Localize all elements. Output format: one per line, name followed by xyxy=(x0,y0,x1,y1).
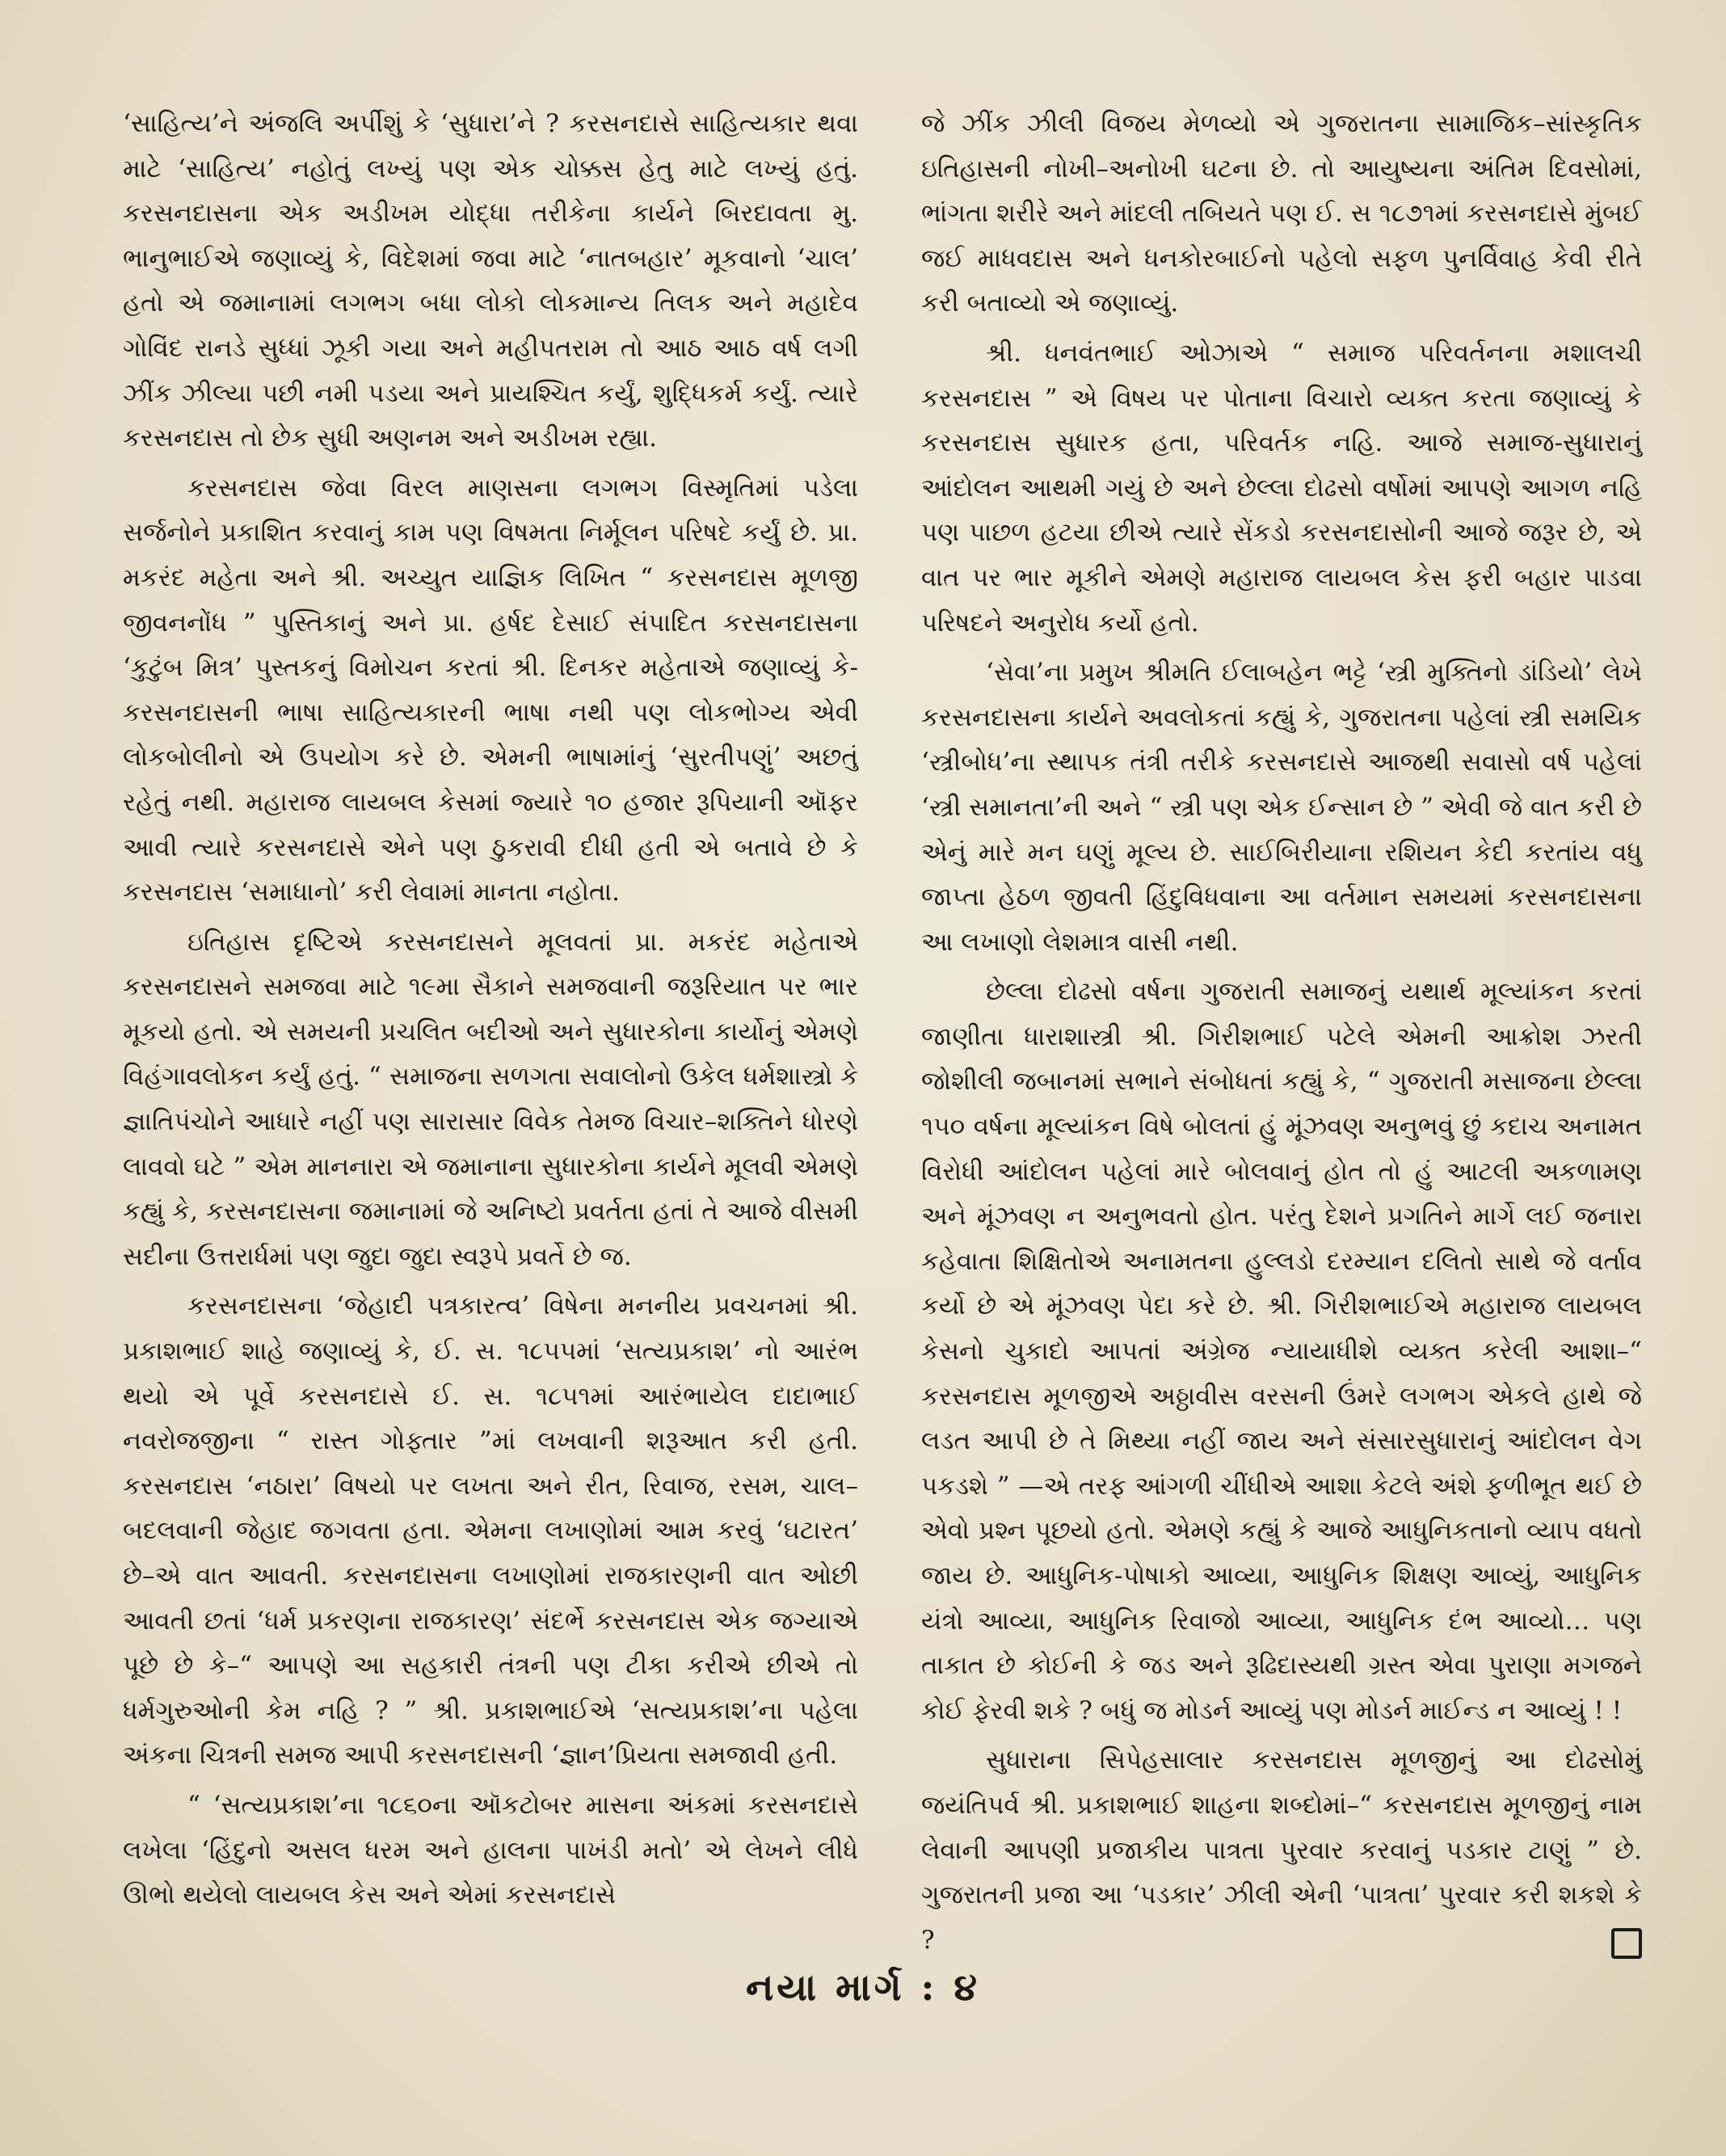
paragraph: કરસનદાસના ‘જેહાદી પત્રકારત્વ’ વિષેના મનનીય પ્રવચનમાં શ્રી. પ્રકાશભાઈ શાહે જણાવ્યું કે, ઈ. સ. ૧૮૫૫માં ‘સત્યપ્રકાશ’ નો આરંભ થયો એ પૂર્વે કરસનદાસે ઈ. સ. ૧૮૫૧માં આરંભાયેલ દાદાભાઈ નવરોજજીના “ રાસ્ત ગોફ્તાર ”માં લખવાની શરૂઆત કરી હતી. કરસનદાસ ‘નઠારા’ વિષયો પર લખતા અને રીત, રિવાજ, રસમ, ચાલ–બદલવાની જેહાદ જગવતા હતા. એમના લખાણોમાં આમ કરવું ‘ઘટારત’ છે–એ વાત આવતી. કરસનદાસના લખાણોમાં રાજકારણની વાત ઓછી આવતી છતાં ‘ધર્મ પ્રકરણના રાજકારણ’ સંદર્ભે કરસનદાસ એક જગ્યાએ પૂછે છે કે–“ આપણે આ સહકારી તંત્રની પણ ટીકા કરીએ છીએ તો ધર્મગુરુઓની કેમ નહિ ? ” શ્રી. પ્રકાશભાઈએ ‘સત્યપ્રકાશ’ના પહેલા અંકના ચિત્રની સમજ આપી કરસનદાસની ‘જ્ઞાન’પ્રિયતા સમજાવી હતી. xyxy=(123,1291,858,1771)
paragraph: ‘સાહિત્ય’ને અંજલિ અર્પીશું કે ‘સુધારા’ને ? કરસનદાસે સાહિત્યકાર થવા માટે ‘સાહિત્ય’ નહોતું લખ્યું પણ એક ચોક્કસ હેતુ માટે લખ્યું હતું. કરસનદાસના એક અડીખમ યોદ્ધા તરીકેના કાર્યને બિરદાવતા મુ. ભાનુભાઈએ જણાવ્યું કે, વિદેશમાં જવા માટે ‘નાતબહાર’ મૂકવાનો ‘ચાલ’ હતો એ જમાનામાં લગભગ બધા લોકો લોકમાન્ય તિલક અને મહાદેવ ગોવિંદ રાનડે સુધ્ધાં ઝૂકી ગયા અને મહીપતરામ તો આઠ આઠ વર્ષ લગી ઝીંક ઝીલ્યા પછી નમી પડયા અને પ્રાયશ્ચિત કર્યું, શુદ્ધિકર્મ કર્યું. ત્યારે કરસનદાસ તો છેક સુધી અણનમ અને અડીખમ રહ્યા. xyxy=(123,109,858,453)
paragraph-text: સુધારાના સિપેહસાલાર કરસનદાસ મૂળજીનું આ દોઢસોમું જયંતિપર્વ શ્રી. પ્રકાશભાઈ શાહના શબ્દોમાં–“ કરસનદાસ મૂળજીનું નામ લેવાની આપણી પ્રજાકીય પાત્રતા પુરવાર કરવાનું પડકાર ટાણું ” છે. ગુજરાતની પ્રજા આ ‘પડકાર’ ઝીલી એની ‘પાત્રતા’ પુરવાર કરી શકશે કે ? xyxy=(921,1745,1642,1955)
right-column xyxy=(921,102,1642,1968)
paragraph-last xyxy=(921,1738,1642,1963)
paragraph: છેલ્લા દોઢસો વર્ષના ગુજરાતી સમાજનું યથાર્થ મૂલ્યાંકન કરતાં જાણીતા ધારાશાસ્ત્રી શ્રી. ગિરીશભાઈ પટેલે એમની આક્રોશ ઝરતી જોશીલી જબાનમાં સભાને સંબોધતાં કહ્યું કે, “ ગુજરાતી મસાજના છેલ્લા ૧૫૦ વર્ષના મૂલ્યાંકન વિષે બોલતાં હું મૂંઝવણ અનુભવું છું કદાચ અનામત વિરોધી આંદોલન પહેલાં મારે બોલવાનું હોત તો હું આટલી અકળામણ અને મૂંઝવણ ન અનુભવતો હોત. પરંતુ દેશને પ્રગતિને માર્ગે લઈ જનારા કહેવાતા શિક્ષિતોએ અનામતના હુલ્લડો દરમ્યાન દલિતો સાથે જે વર્તાવ કર્યો છે એ મૂંઝવણ પેદા કરે છે. શ્રી. ગિરીશભાઈએ મહારાજ લાયબલ કેસનો ચુકાદો આપતાં અંગ્રેજ ન્યાયાધીશે વ્યક્ત કરેલી આશા–“ કરસનદાસ મૂળજીએ અઠ્ઠાવીસ વરસની ઉંમરે લગભગ એકલે હાથે જે લડત આપી છે તે મિથ્યા નહીં જાય અને સંસારસુધારાનું આંદોલન વેગ પકડશે ” —એ તરફ આંગળી ચીંધીએ આશા કેટલે અંશે ફળીભૂત થઈ છે એવો પ્રશ્ન પૂછયો હતો. એમણે કહ્યું કે આજે આધુનિકતાનો વ્યાપ વધતો જાય છે. આધુનિક-પોષાકો આવ્યા, આધુનિક શિક્ષણ આવ્યું, આધુનિક યંત્રો આવ્યા, આધુનિક રિવાજો આવ્યા, આધુનિક દંભ આવ્યો… પણ તાકાત છે કોઈની કે જડ અને રૂઢિદાસ્યથી ગ્રસ્ત એવા પુરાણા મગજને કોઈ ફેરવી શકે ? બધું જ મોડર્ન આવ્યું પણ મોડર્ન માઈન્ડ ન આવ્યું ! ! xyxy=(921,977,1642,1725)
paragraph: ઇતિહાસ દૃષ્ટિએ કરસનદાસને મૂલવતાં પ્રા. મકરંદ મહેતાએ કરસનદાસને સમજવા માટે ૧૯મા સૈકાને સમજવાની જરૂરિયાત પર ભાર મૂકયો હતો. એ સમયની પ્રચલિત બદીઓ અને સુધારકોના કાર્યોનું એમણે વિહંગાવલોકન કર્યું હતું. “ સમાજના સળગતા સવાલોનો ઉકેલ ધર્મશાસ્ત્રો કે જ્ઞાતિપંચોને આધારે નહીં પણ સારાસાર વિવેક તેમજ વિચાર–શક્તિને ધોરણે લાવવો ઘટે ” એમ માનનારા એ જમાનાના સુધારકોના કાર્યને મૂલવી એમણે કહ્યું કે, કરસનદાસના જમાનામાં જે અનિષ્ટો પ્રવર્તતા હતાં તે આજે વીસમી સદીના ઉત્તરાર્ધમાં પણ જુદા જુદા સ્વરૂપે પ્રવર્તે છે જ. xyxy=(123,927,858,1271)
paragraph: જે ઝીંક ઝીલી વિજય મેળવ્યો એ ગુજરાતના સામાજિક–સાંસ્કૃતિક ઇતિહાસની નોખી–અનોખી ઘટના છે. તો આયુષ્યના અંતિમ દિવસોમાં, ભાંગતા શરીરે અને માંદલી તબિયતે પણ ઈ. સ ૧૮૭૧માં કરસનદાસે મુંબઈ જઈ માધવદાસ અને ધનકોરબાઈનો પહેલો સફળ પુનર્વિવાહ કેવી રીતે કરી બતાવ્યો એ જણાવ્યું. xyxy=(921,109,1642,318)
left-column xyxy=(123,102,858,1923)
paragraph: ‘સેવા’ના પ્રમુખ શ્રીમતિ ઈલાબહેન ભટ્ટે ‘સ્ત્રી મુક્તિનો ડાંડિયો’ લેખે કરસનદાસના કાર્યને અવલોકતાં કહ્યું કે, ગુજરાતના પહેલાં સ્ત્રી સમયિક ‘સ્ત્રીબોધ’ના સ્થાપક તંત્રી તરીકે કરસનદાસે આજથી સવાસો વર્ષ પહેલાં ‘સ્ત્રી સમાનતા’ની અને “ સ્ત્રી પણ એક ઈન્સાન છે ” એવી જે વાત કરી છે એનું મારે મન ઘણું મૂલ્ય છે. સાઈબિરીયાના રશિયન કેદી કરતાંય વધુ જાપ્તા હેઠળ જીવતી હિંદુવિધવાના આ વર્તમાન સમયમાં કરસનદાસના આ લખાણો લેશમાત્ર વાસી નથી. xyxy=(921,658,1642,957)
paragraph: કરસનદાસ જેવા વિરલ માણસના લગભગ વિસ્મૃતિમાં પડેલા સર્જનોને પ્રકાશિત કરવાનું કામ પણ વિષમતા નિર્મૂલન પરિષદે કર્યું છે. પ્રા. મકરંદ મહેતા અને શ્રી. અચ્યુત યાજ્ઞિક લિખિત “ કરસનદાસ મૂળજી જીવનનોંધ ” પુસ્તિકાનું અને પ્રા. હર્ષદ દેસાઈ સંપાદિત કરસનદાસના ‘કુટુંબ મિત્ર’ પુસ્તકનું વિમોચન કરતાં શ્રી. દિનકર મહેતાએ જણાવ્યું કે-કરસનદાસની ભાષા સાહિત્યકારની ભાષા નથી પણ લોકભોગ્ય એવી લોકબોલીનો એ ઉપયોગ કરે છે. એમની ભાષામાંનું ‘સુરતીપણું’ અછતું રહેતું નથી. મહારાજ લાયબલ કેસમાં જ્યારે ૧૦ હજાર રૂપિયાની ઑફર આવી ત્યારે કરસનદાસે એને પણ ઠુકરાવી દીધી હતી એ બતાવે છે કે કરસનદાસ ‘સમાધાનો’ કરી લેવામાં માનતા નહોતા. xyxy=(123,473,858,907)
page-footer: નયા માર્ગ : ૪ xyxy=(745,1965,981,2009)
paragraph: શ્રી. ધનવંતભાઈ ઓઝાએ “ સમાજ પરિવર્તનના મશાલચી કરસનદાસ ” એ વિષય પર પોતાના વિચારો વ્યક્ત કરતા જણાવ્યું કે કરસનદાસ સુધારક હતા, પરિવર્તક નહિ. આજે સમાજ-સુધારાનું આંદોલન આથમી ગયું છે અને છેલ્લા દોઢસો વર્ષોમાં આપણે આગળ નહિ પણ પાછળ હટયા છીએ ત્યારે સેંકડો કરસનદાસોની આજે જરૂર છે, એ વાત પર ભાર મૂકીને એમણે મહારાજ લાયબલ કેસ ફરી બહાર પાડવા પરિષદને અનુરોધ કર્યો હતો. xyxy=(921,338,1642,638)
paragraph: “ ‘સત્યપ્રકાશ’ના ૧૮૬૦ના ઑકટોબર માસના અંકમાં કરસનદાસે લખેલા ‘હિંદુનો અસલ ધરમ અને હાલના પાખંડી મતો’ એ લેખને લીધે ઊભો થયેલો લાયબલ કેસ અને એમાં કરસનદાસે xyxy=(123,1790,858,1910)
end-of-article-square-icon xyxy=(1611,1928,1642,1959)
